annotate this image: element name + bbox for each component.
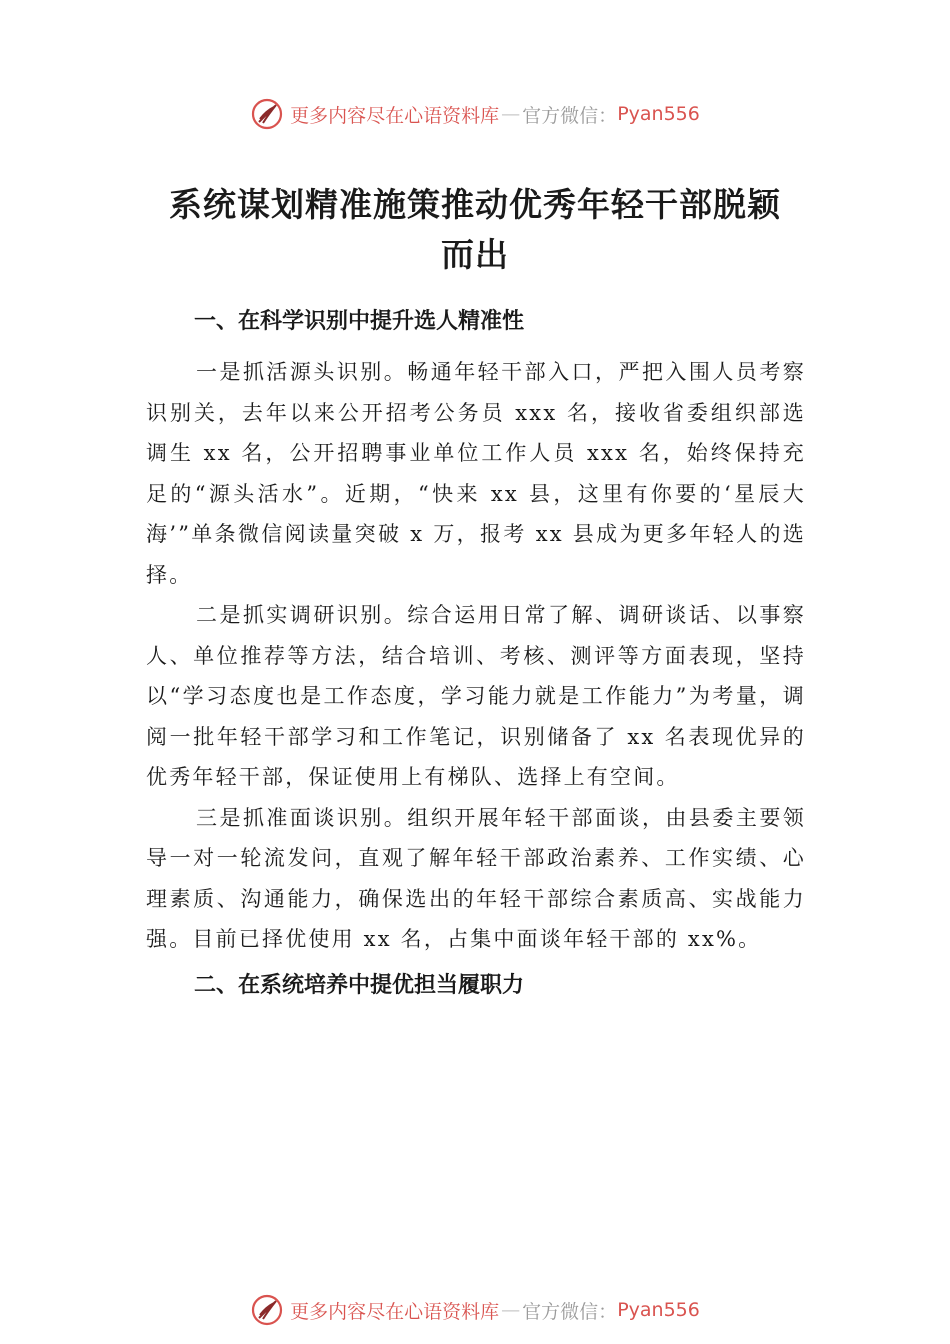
watermark-handle: Pyan556 — [617, 103, 700, 125]
watermark-brand: 更多内容尽在心语资料库 — [290, 1300, 500, 1323]
paragraph-2: 二是抓实调研识别。综合运用日常了解、调研谈话、以事察人、单位推荐等方法，结合培训、考核、测评等方面表现，坚持以“学习态度也是工作态度，学习能力就是工作能力”为考量，调阅一批年轻干部学习和工作笔记，识别储备了 xx 名表现优异的优秀年轻干部，保证使用上有梯队、选择上有空间。 — [146, 603, 806, 789]
quill-logo-icon — [250, 1293, 284, 1327]
paragraph-1: 一是抓活源头识别。畅通年轻干部入口，严把入围人员考察识别关，去年以来公开招考公务员 xxx 名，接收省委组织部选调生 xx 名，公开招聘事业单位工作人员 xxx 名，始终保持充足的“源头活水”。近期，“快来 xx 县，这里有你要的‘星辰大海’”单条微信阅读量突破 x 万，报考 xx 县成为更多年轻人的选择。 — [146, 360, 806, 587]
watermark-official: 官方微信： — [522, 1300, 618, 1323]
watermark-separator: — — [501, 103, 521, 125]
document-title — [145, 180, 805, 280]
section-2-heading: 二、在系统培养中提优担当履职力 — [194, 972, 525, 998]
title-line-2: 而出 — [441, 235, 509, 274]
paragraph-3: 三是抓准面谈识别。组织开展年轻干部面谈，由县委主要领导一对一轮流发问，直观了解年轻干部政治素养、工作实绩、心理素质、沟通能力，确保选出的年轻干部综合素质高、实战能力强。目前已择优使用 xx 名，占集中面谈年轻干部的 xx%。 — [146, 805, 806, 951]
title-line-1: 系统谋划精准施策推动优秀年轻干部脱颖 — [169, 185, 781, 224]
footer-watermark — [0, 1290, 950, 1330]
watermark-official: 官方微信： — [522, 104, 618, 127]
watermark-handle: Pyan556 — [617, 1299, 700, 1321]
watermark-brand: 更多内容尽在心语资料库 — [290, 104, 500, 127]
header-watermark — [0, 94, 950, 134]
watermark-separator: — — [501, 1299, 521, 1321]
section-1-heading: 一、在科学识别中提升选人精准性 — [194, 309, 525, 334]
quill-logo-icon — [250, 97, 284, 131]
document-body — [146, 302, 806, 1006]
